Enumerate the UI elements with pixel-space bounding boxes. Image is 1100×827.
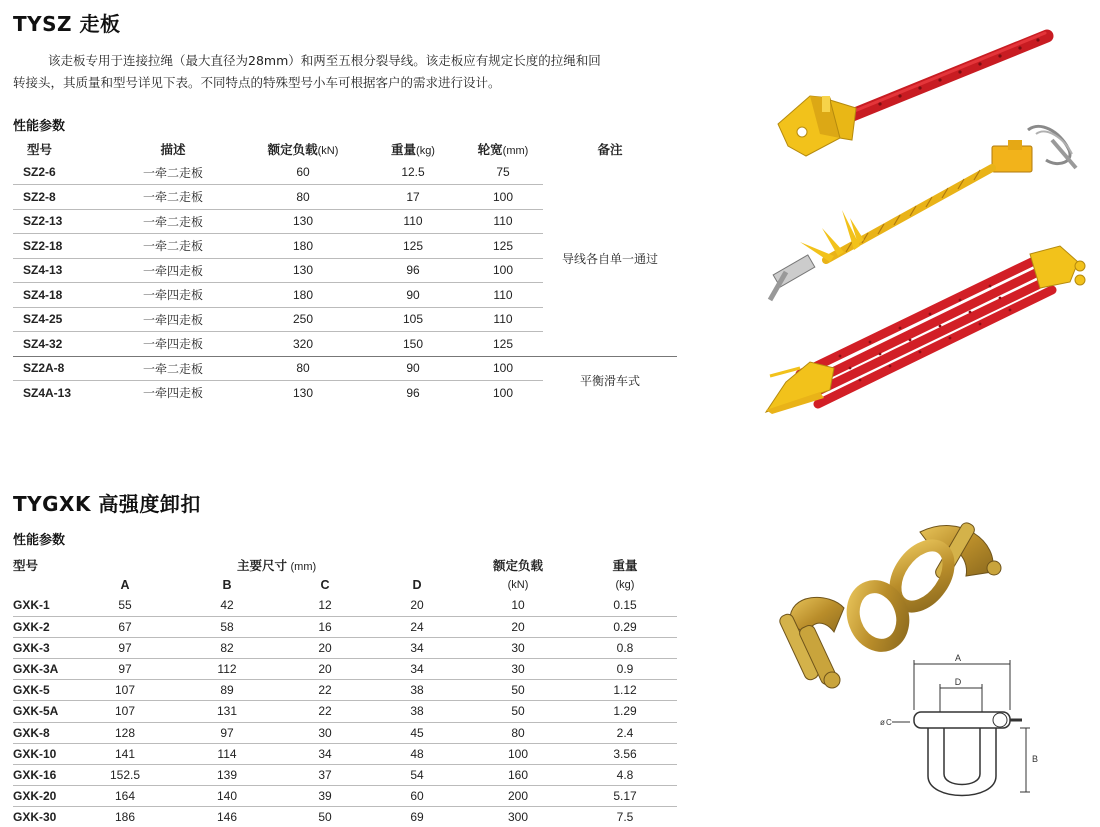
table-row <box>13 161 677 185</box>
sz-intro-line1: 该走板专用于连接拉绳（最大直径为28mm）和两至五根分裂导线。该走板应有规定长度的拉绳和回 <box>48 53 601 68</box>
gxk-head-load-unit: (kN) <box>507 579 529 592</box>
gxk-table <box>13 555 677 827</box>
gxk-cell-c: 34 <box>279 743 371 764</box>
sz-cell-weight: 110 <box>363 209 463 234</box>
table-row <box>13 356 677 381</box>
gxk-cell-b: 112 <box>175 658 279 679</box>
gxk-header-row1 <box>13 555 677 575</box>
sz-cell-model: SZ4A-13 <box>23 385 72 400</box>
sz-cell-desc: 一牵四走板 <box>103 258 243 283</box>
sz-cell-wheel: 125 <box>463 332 543 357</box>
running-board-four-rod-image <box>766 246 1085 414</box>
gxk-cell-b: 139 <box>175 764 279 785</box>
table-row <box>13 595 677 616</box>
table-row <box>13 616 677 637</box>
sz-cell-model: SZ2-8 <box>13 185 103 210</box>
gxk-cell-a: 164 <box>75 786 175 807</box>
sz-head-weight: 重量(kg) <box>391 142 435 157</box>
sz-cell-weight: 96 <box>406 385 420 400</box>
gxk-cell-load: 30 <box>463 658 573 679</box>
gxk-title: TYGXK 高强度卸扣 <box>13 492 201 516</box>
gxk-cell-d: 60 <box>371 786 463 807</box>
sz-cell-load: 80 <box>243 356 363 381</box>
diagram-label-d: D <box>954 677 962 687</box>
table-row <box>13 637 677 658</box>
gxk-cell-c: 20 <box>279 658 371 679</box>
gxk-cell-a: 55 <box>75 595 175 616</box>
gxk-cell-load: 10 <box>463 595 573 616</box>
sz-cell-desc: 一牵四走板 <box>103 332 243 357</box>
gxk-cell-weight: 4.8 <box>573 764 677 785</box>
gxk-cell-weight: 0.9 <box>573 658 677 679</box>
sz-cell-load: 80 <box>243 185 363 210</box>
sz-cell-desc: 一牵四走板 <box>103 283 243 308</box>
gxk-cell-c: 22 <box>279 680 371 701</box>
gxk-cell-model: GXK-10 <box>13 743 75 764</box>
svg-text:ø: ø <box>880 718 885 727</box>
sz-cell-desc: 一牵二走板 <box>103 161 243 185</box>
gxk-head-weight: 重量 <box>612 559 638 574</box>
sz-head-desc: 描述 <box>160 142 186 157</box>
table-row <box>13 743 677 764</box>
sz-head-load: 额定负载(kN) <box>267 142 339 157</box>
gxk-head-weight-unit: (kg) <box>615 579 635 592</box>
sz-cell-weight: 96 <box>363 258 463 283</box>
sz-head-model: 型号 <box>27 142 53 157</box>
gxk-cell-load: 50 <box>463 701 573 722</box>
gxk-cell-model: GXK-20 <box>13 786 75 807</box>
gxk-cell-weight: 5.17 <box>573 786 677 807</box>
sz-cell-load: 180 <box>243 234 363 259</box>
gxk-cell-b: 42 <box>175 595 279 616</box>
gxk-cell-load: 200 <box>463 786 573 807</box>
gxk-cell-model: GXK-3A <box>13 658 75 679</box>
sz-cell-model: SZ4-18 <box>13 283 103 308</box>
gxk-cell-d: 34 <box>371 637 463 658</box>
gxk-cell-weight: 1.29 <box>573 701 677 722</box>
gxk-cell-b: 140 <box>175 786 279 807</box>
gxk-cell-c: 12 <box>279 595 371 616</box>
gxk-cell-a: 67 <box>75 616 175 637</box>
gxk-cell-d: 45 <box>371 722 463 743</box>
gxk-head-a: A <box>120 578 130 593</box>
gxk-cell-load: 100 <box>463 743 573 764</box>
diagram-label-a: A <box>954 653 962 663</box>
sz-header-row <box>13 137 677 161</box>
sz-intro-line2: 转接头，其质量和型号详见下表。不同特点的特殊型号小车可根据客户的需求进行设计。 <box>13 75 501 90</box>
sz-cell-desc: 一牵四走板 <box>103 307 243 332</box>
sz-cell-weight: 150 <box>363 332 463 357</box>
gxk-cell-b: 114 <box>175 743 279 764</box>
gxk-cell-load: 20 <box>463 616 573 637</box>
gxk-cell-b: 89 <box>175 680 279 701</box>
gxk-head-dims: 主要尺寸 (mm) <box>237 559 317 574</box>
gxk-cell-b: 82 <box>175 637 279 658</box>
sz-table <box>13 137 677 405</box>
table-row <box>13 722 677 743</box>
gxk-cell-d: 20 <box>371 595 463 616</box>
gxk-subtitle: 性能参数 <box>13 533 66 548</box>
sz-cell-weight: 12.5 <box>363 161 463 185</box>
gxk-cell-weight: 1.12 <box>573 680 677 701</box>
sz-cell-model: SZ2-13 <box>13 209 103 234</box>
gxk-cell-model: GXK-2 <box>13 616 75 637</box>
sz-cell-load: 180 <box>243 283 363 308</box>
sz-cell-load: 250 <box>243 307 363 332</box>
sz-cell-wheel: 75 <box>463 161 543 185</box>
sz-cell-model: SZ4-13 <box>13 258 103 283</box>
gxk-cell-d: 69 <box>410 810 424 825</box>
sz-cell-load: 320 <box>243 332 363 357</box>
gxk-cell-load: 160 <box>463 764 573 785</box>
gxk-cell-a: 97 <box>75 637 175 658</box>
gxk-cell-model: GXK-5A <box>13 701 75 722</box>
sz-cell-wheel: 110 <box>463 283 543 308</box>
table-row <box>13 658 677 679</box>
gxk-head-b: B <box>222 578 232 593</box>
gxk-cell-model: GXK-16 <box>13 764 75 785</box>
gxk-cell-b: 146 <box>216 810 238 825</box>
gxk-cell-a: 152.5 <box>75 764 175 785</box>
diagram-label-c: C <box>886 718 892 727</box>
gxk-cell-model: GXK-8 <box>13 722 75 743</box>
sz-cell-model: SZ2A-8 <box>13 356 103 381</box>
gxk-cell-weight: 0.29 <box>573 616 677 637</box>
gxk-cell-model: GXK-5 <box>13 680 75 701</box>
gxk-cell-load: 50 <box>463 680 573 701</box>
gxk-cell-c: 30 <box>279 722 371 743</box>
gxk-cell-weight: 0.8 <box>573 637 677 658</box>
diagram-label-b: B <box>1032 754 1039 764</box>
gxk-cell-c: 37 <box>279 764 371 785</box>
gxk-cell-a: 141 <box>75 743 175 764</box>
gxk-cell-c: 39 <box>279 786 371 807</box>
sz-cell-desc: 一牵二走板 <box>103 185 243 210</box>
sz-cell-load: 130 <box>243 258 363 283</box>
gxk-cell-a: 107 <box>75 680 175 701</box>
gxk-cell-b: 131 <box>175 701 279 722</box>
sz-cell-weight: 90 <box>363 356 463 381</box>
gxk-head-load: 额定负载 <box>492 559 543 574</box>
table-row <box>13 701 677 722</box>
table-row <box>13 764 677 785</box>
gxk-header-row2 <box>13 575 677 595</box>
sz-note-2: 平衡滑车式 <box>579 374 640 388</box>
gxk-cell-weight: 3.56 <box>573 743 677 764</box>
sz-cell-wheel: 100 <box>463 258 543 283</box>
sz-cell-desc: 一牵四走板 <box>142 386 203 401</box>
gxk-cell-b: 97 <box>175 722 279 743</box>
gxk-cell-d: 54 <box>371 764 463 785</box>
shackle-dimension-diagram <box>870 650 1050 820</box>
gxk-cell-c: 20 <box>279 637 371 658</box>
sz-cell-weight: 90 <box>363 283 463 308</box>
sz-cell-model: SZ4-25 <box>13 307 103 332</box>
table-row <box>13 680 677 701</box>
sz-cell-wheel: 125 <box>463 234 543 259</box>
running-board-photos <box>760 28 1100 418</box>
sz-cell-wheel: 100 <box>492 385 514 400</box>
gxk-cell-weight: 2.4 <box>573 722 677 743</box>
gxk-cell-d: 48 <box>371 743 463 764</box>
sz-title: TYSZ 走板 <box>13 12 121 36</box>
sz-cell-load: 60 <box>243 161 363 185</box>
gxk-cell-load: 80 <box>463 722 573 743</box>
gxk-cell-model: GXK-30 <box>13 810 57 825</box>
gxk-cell-load: 300 <box>507 810 529 825</box>
gxk-cell-d: 34 <box>371 658 463 679</box>
sz-cell-desc: 一牵二走板 <box>103 209 243 234</box>
sz-subtitle: 性能参数 <box>13 119 66 134</box>
gxk-cell-a: 97 <box>75 658 175 679</box>
gxk-cell-c: 22 <box>279 701 371 722</box>
gxk-cell-c: 50 <box>318 810 332 825</box>
sz-cell-desc: 一牵二走板 <box>103 356 243 381</box>
sz-cell-desc: 一牵二走板 <box>103 234 243 259</box>
sz-cell-weight: 125 <box>363 234 463 259</box>
gxk-cell-a: 128 <box>75 722 175 743</box>
sz-cell-load: 130 <box>243 209 363 234</box>
gxk-cell-d: 38 <box>371 680 463 701</box>
sz-cell-wheel: 100 <box>463 185 543 210</box>
sz-cell-model: SZ2-6 <box>13 161 103 185</box>
sz-cell-model: SZ2-18 <box>13 234 103 259</box>
gxk-cell-model: GXK-3 <box>13 637 75 658</box>
sz-cell-wheel: 100 <box>463 356 543 381</box>
gxk-head-d: D <box>412 578 422 593</box>
gxk-cell-d: 38 <box>371 701 463 722</box>
sz-cell-weight: 105 <box>363 307 463 332</box>
running-board-single-image <box>778 33 1047 156</box>
gxk-head-c: C <box>320 578 330 593</box>
gxk-cell-d: 24 <box>371 616 463 637</box>
table-row <box>13 786 677 807</box>
sz-cell-weight: 17 <box>363 185 463 210</box>
gxk-head-model: 型号 <box>13 559 39 574</box>
gxk-cell-load: 30 <box>463 637 573 658</box>
gxk-cell-b: 58 <box>175 616 279 637</box>
sz-cell-wheel: 110 <box>463 209 543 234</box>
sz-cell-wheel: 110 <box>463 307 543 332</box>
gxk-cell-weight: 7.5 <box>616 810 634 825</box>
gxk-cell-model: GXK-1 <box>13 595 75 616</box>
sz-cell-model: SZ4-32 <box>13 332 103 357</box>
sz-cell-load: 130 <box>292 385 314 400</box>
gxk-cell-weight: 0.15 <box>573 595 677 616</box>
sz-note-1: 导线各自单一通过 <box>543 161 677 357</box>
sz-head-wheel: 轮宽(mm) <box>477 142 529 157</box>
sz-head-note: 备注 <box>597 142 623 157</box>
gxk-cell-a: 186 <box>114 810 136 825</box>
gxk-cell-c: 16 <box>279 616 371 637</box>
table-row <box>13 807 677 827</box>
gxk-cell-a: 107 <box>75 701 175 722</box>
